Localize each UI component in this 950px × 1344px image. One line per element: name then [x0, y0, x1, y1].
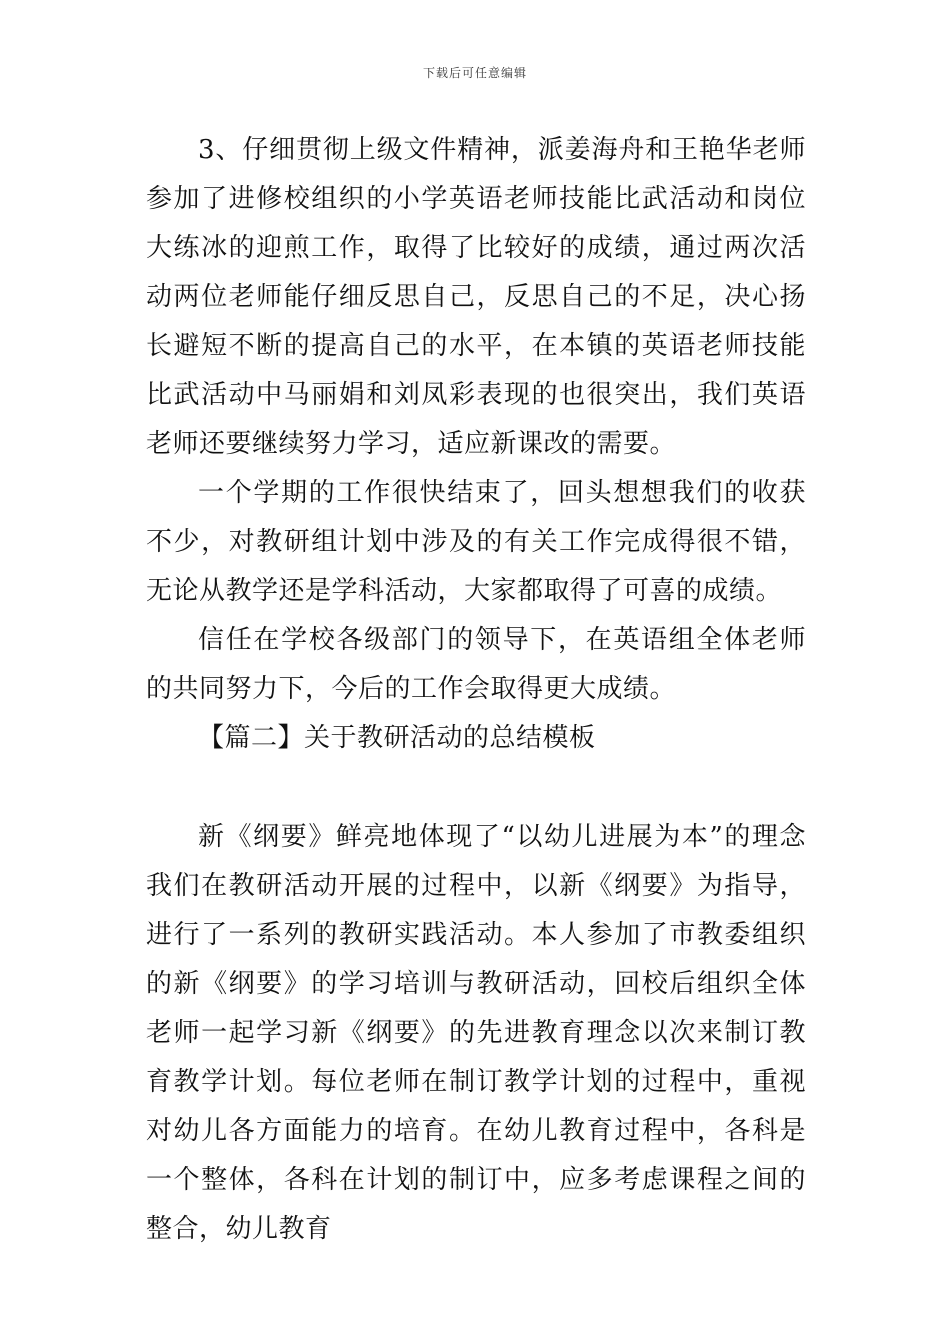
paragraph-future-outlook: 信任在学校各级部门的领导下，在英语组全体老师的共同努力下，今后的工作会取得更大成绩。 [146, 625, 806, 704]
document-body [146, 126, 806, 1254]
paragraph-semester-summary: 一个学期的工作很快结束了，回头想想我们的收获不少，对教研组计划中涉及的有关工作完成得很不错，无论从教学还是学科活动，大家都取得了可喜的成绩。 [146, 478, 806, 606]
paragraph-outline-intro: 新《纲要》鲜亮地体现了“以幼儿进展为本”的理念我们在教研活动开展的过程中，以新《纲要》为指导，进行了一系列的教研实践活动。本人参加了市教委组织的新《纲要》的学习培训与教研活动，回校后组织全体老师一起学习新《纲要》的先进教育理念以次来制订教育教学计划。每位老师在制订教学计划的过程中，重视对幼儿各方面能力的培育。在幼儿教育过程中，各科是一个整体，各科在计划的制订中，应多考虑课程之间的整合，幼儿教育 [146, 822, 806, 1244]
section-spacer [146, 763, 806, 813]
section-heading: 【篇二】关于教研活动的总结模板 [198, 723, 596, 753]
paragraph-skills-competition: 3、仔细贯彻上级文件精神，派姜海舟和王艳华老师参加了进修校组织的小学英语老师技能比武活动和岗位大练冰的迎煎工作，取得了比较好的成绩，通过两次活动两位老师能仔细反思自己，反思自己的不足，决心扬长避短不断的提高自己的水平，在本镇的英语老师技能比武活动中马丽娟和刘凤彩表现的也很突出，我们英语老师还要继续努力学习，适应新课改的需要。 [146, 135, 806, 459]
page-header-note: 下载后可任意编辑 [422, 66, 527, 80]
